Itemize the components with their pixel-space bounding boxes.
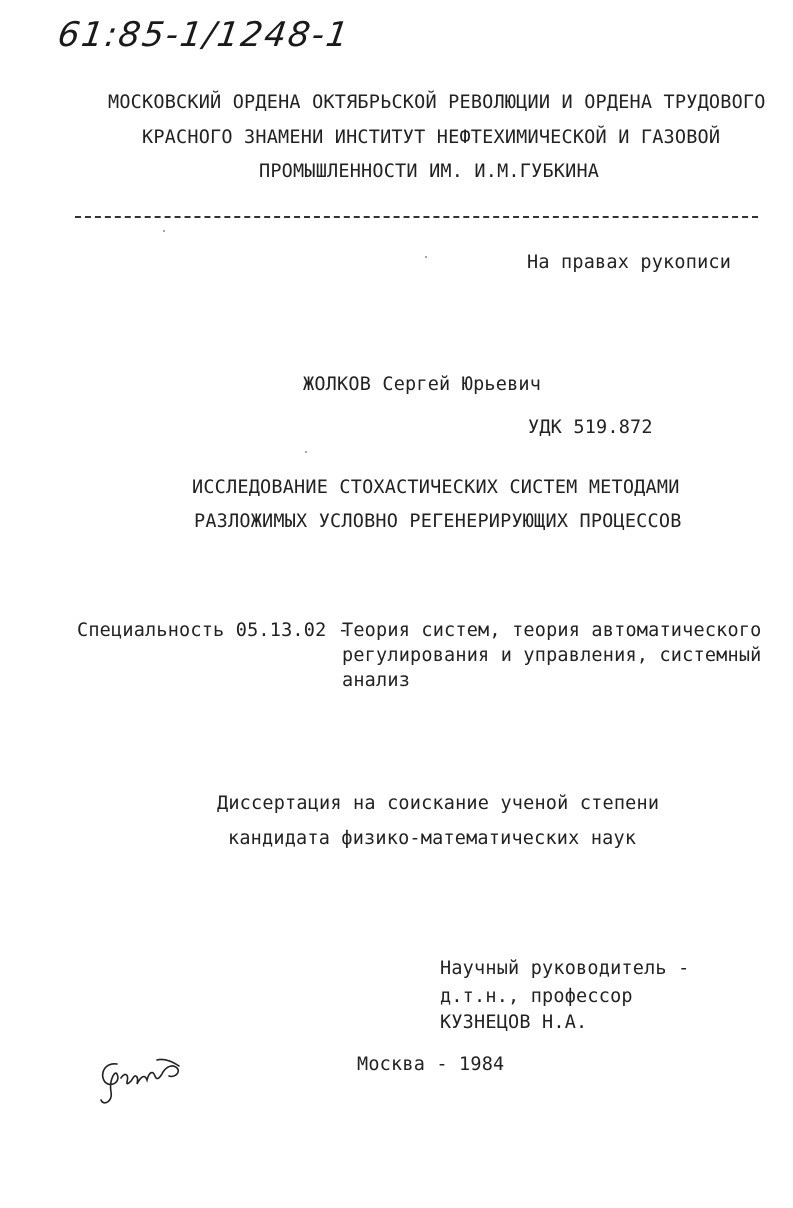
supervisor-line-3: КУЗНЕЦОВ Н.А. — [440, 1012, 588, 1033]
archive-number: 61:85-1/1248-1 — [55, 15, 353, 55]
institute-line-3: ПРОМЫШЛЕННОСТИ ИМ. И.М.ГУБКИНА — [259, 161, 600, 182]
title-line-2: РАЗЛОЖИМЫХ УСЛОВНО РЕГЕНЕРИРУЮЩИХ ПРОЦЕССОВ — [194, 511, 682, 532]
signature — [95, 1052, 195, 1107]
specialty-label: Специальность 05.13.02 - — [77, 620, 350, 641]
udc-code: УДК 519.872 — [528, 417, 653, 438]
specialty-line-1: Теория систем, теория автоматического — [342, 620, 762, 641]
dashed-separator — [75, 216, 758, 218]
author-name: ЖОЛКОВ Сергей Юрьевич — [303, 374, 542, 395]
supervisor-line-2: д.т.н., профессор — [440, 986, 633, 1007]
scan-speck — [425, 256, 427, 258]
specialty-line-2: регулирования и управления, системный — [342, 645, 762, 666]
svg-text:Сам: Сам — [125, 1081, 147, 1095]
scan-speck — [305, 451, 307, 453]
place-year: Москва - 1984 — [357, 1054, 505, 1075]
specialty-line-3: анализ — [342, 670, 411, 691]
title-line-1: ИССЛЕДОВАНИЕ СТОХАСТИЧЕСКИХ СИСТЕМ МЕТОДАМИ — [192, 477, 680, 498]
dissertation-line-2: кандидата физико-математических наук — [228, 828, 637, 849]
supervisor-line-1: Научный руководитель - — [440, 958, 690, 979]
scan-speck — [163, 230, 165, 232]
manuscript-rights: На правах рукописи — [527, 252, 732, 273]
institute-line-1: МОСКОВСКИЙ ОРДЕНА ОКТЯБРЬСКОЙ РЕВОЛЮЦИИ И ОРДЕНА ТРУДОВОГО — [108, 92, 766, 113]
dissertation-line-1: Диссертация на соискание ученой степени — [217, 793, 660, 814]
institute-line-2: КРАСНОГО ЗНАМЕНИ ИНСТИТУТ НЕФТЕХИМИЧЕСКОЙ И ГАЗОВОЙ — [142, 127, 721, 148]
